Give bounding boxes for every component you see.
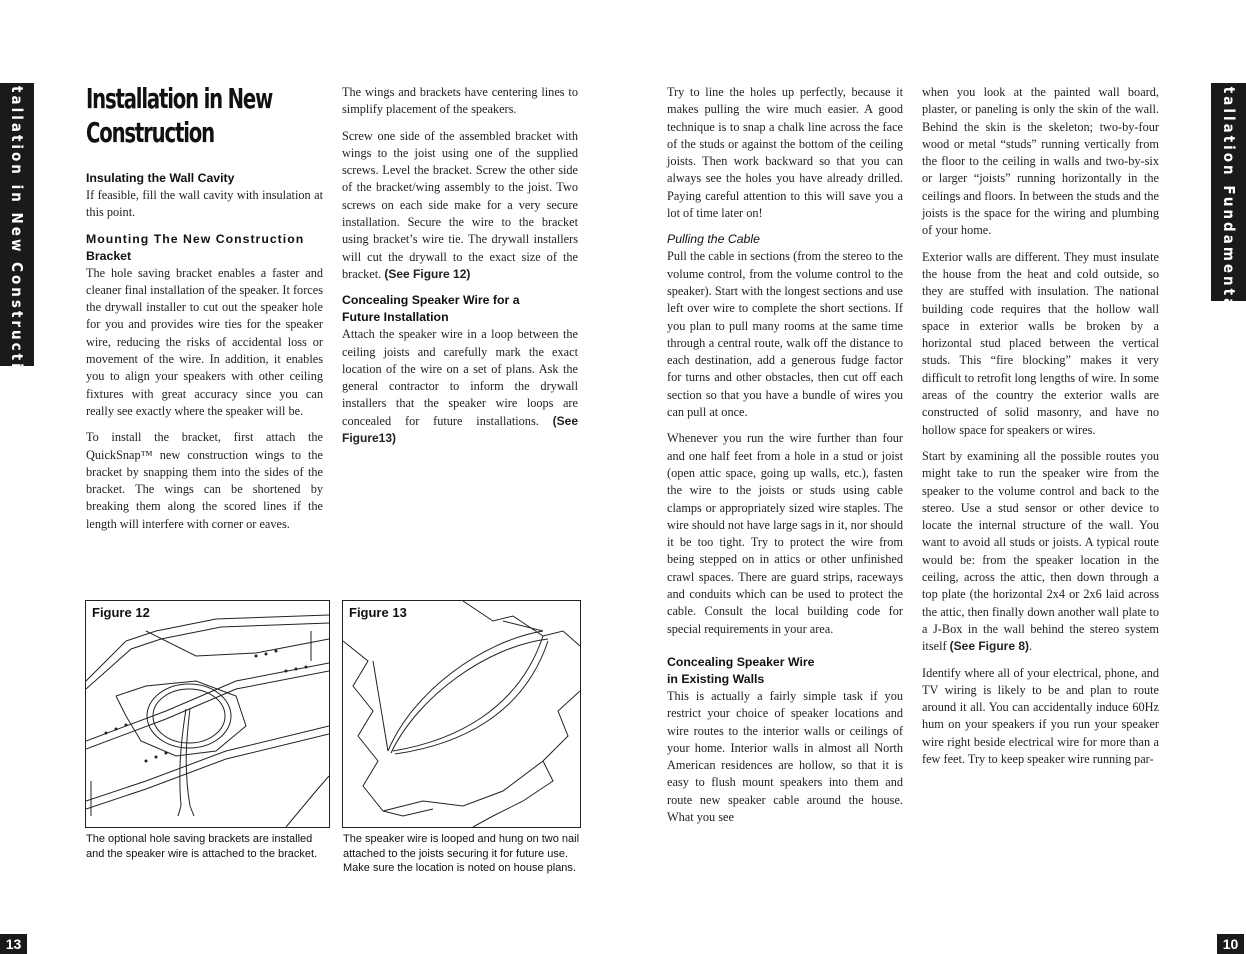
para-screw-text: Screw one side of the assembled bracket with wings to the joist using one of the supplied screws. Level the bracket. Screw the other side of the bracket/wing assembly to the joist. Two screws on each side make for a very secure installation. Secure the wire to the bracket using bracket’s wire tie. The drywall installers will cut the drywall to the exact size of the bracket. [342,128,578,281]
para-start: Start by examining all the possible routes you might take to run the speaker wire from the speaker to the volume control and back to the stereo. Use a stud sensor or other device to locate the internal structure of the wall. You want to avoid all studs or joists. A typical route would be: from the speaker location in the ceiling, across the attic, then down through a top plate (the horizontal 2x4 or 2x6 laid across the attic, then finally down another wall plate to a J-Box in the wall behind the stereo system itself (See Figure 8). [922,448,1159,654]
heading-concealing-line1: Concealing Speaker Wire for a [342,293,520,308]
para-screw [342,128,578,284]
para-existing: This is actually a fairly simple task if you restrict your choice of speaker locations and wire routes to the interior walls or ceilings of your home. Interior walls in almost all North American residences are hollow, so that it is easy to flush mount speakers into them and route new speaker cable around the house. What you see [667,688,903,824]
heading-existing-line2: in Existing Walls [667,671,765,686]
heading-mounting [86,231,323,265]
para-insulating: If feasible, fill the wall cavity with insulation at this point. [86,188,323,220]
figure-12-label: Figure 12 [92,605,150,620]
para-attach-text: Attach the speaker wire in a loop between the ceiling joists and carefully mark the exact location of the wire on a set of plans. Ask the general contractor to inform the drywall installers that the speaker wire loops are concealed for future installations. [342,327,578,428]
para-install-bracket: To install the bracket, first attach the QuickSnap™ new construction wings to the bracket by snapping them into the sides of the bracket. The wings can be shortened by breaking them along the scored lines if the length will interfere with corner or eaves. [86,430,323,531]
heading-pulling: Pulling the Cable [667,232,760,247]
para-attach [342,326,578,447]
page-title [86,82,281,150]
figure-13-illustration [343,601,580,827]
page-number-left: 13 [0,934,27,954]
heading-existing-line1: Concealing Speaker Wire [667,654,815,669]
heading-mounting-line1: Mounting The New Construction [86,231,305,246]
heading-existing-walls [667,654,903,688]
page-title-line2: Construction [86,116,214,149]
ref-figure-13: (See Figure13) [342,413,578,446]
side-tab-left [0,53,34,396]
para-identify: Identify where all of your electrical, phone, and TV wiring is likely to be and plan to route around it all. You can accidentally induce 60Hz hum on your speakers if you run your speaker wire right beside electrical wire for more than a few feet. Try to keep speaker wire running par- [922,665,1159,766]
heading-concealing-future [342,292,578,326]
side-tab-right-label: Installation Fundamentals [1219,55,1238,329]
column-1 [86,170,323,542]
heading-concealing-line2: Future Installation [342,310,449,325]
side-tab-left-label: Installation in New Construction [8,53,26,396]
heading-mounting-line2: Bracket [86,248,132,263]
figure-13 [342,600,581,828]
para-whenever: Whenever you run the wire further than four and one half feet from a hole in a stud or joist (open attic space, going up walls, etc.), fasten the wire to the joists or studs using cable clamps or appropriately sized wire staples. The wire should not have large sags in it, nor should it be too tight. Try to protect the wire from being stepped on in attics or other unfinished crawl spaces. There are guard strips, raceways and conduits which can be used to protect the cable. Consult the local building code for special requirements in your area. [667,431,903,636]
side-tab-right [1211,55,1246,329]
figure-13-label: Figure 13 [349,605,407,620]
column-2 [342,84,578,456]
figure-13-caption: The speaker wire is looped and hung on two nail attached to the joists securing it for future use. Make sure the location is noted on house plans. [343,833,580,874]
figure-12 [85,600,330,828]
para-exterior: Exterior walls are different. They must insulate the house from the heat and cold outside, so they are stuffed with insulation. The national building code requires that the hollow wall space in exterior walls be broken by a horizontal stud placed between the vertical studs. This “fire blocking” makes it very difficult to retrofit long lengths of wire. In some areas of the country the exterior walls are constructed of solid masonry, and have no hollow space for speakers or wires. [922,249,1159,437]
column-4 [922,84,1159,777]
column-3 [667,84,903,835]
ref-figure-8: (See Figure 8) [949,639,1030,654]
figure-12-illustration [86,601,329,827]
page-number-right: 10 [1217,934,1244,954]
figure-12-caption: The optional hole saving brackets are installed and the speaker wire is attached to the bracket. [86,833,318,860]
heading-insulating: Insulating the Wall Cavity [86,171,235,185]
ref-figure-12: (See Figure 12) [384,266,471,281]
page-title-line1: Installation in New [86,82,273,115]
para-line-up: Try to line the holes up perfectly, because it makes pulling the wire much easier. A good technique is to snap a chalk line across the face of the studs or against the bottom of the ceiling joists. Then work backward so that you can always see the holes you have already drilled. Paying careful attention to this will save you a lot of time later on! [667,85,903,221]
para-mounting: The hole saving bracket enables a faster and cleaner final installation of the speaker. It forces the drywall installer to cut out the speaker hole for you and provides wire ties for the speaker wire, reducing the risks of accidental loss or movement of the wire. In addition, it enables you to align your speakers with other ceiling fixtures with great accuracy since you can really see exactly where the speaker will be. [86,265,323,418]
para-wings: The wings and brackets have centering lines to simplify placement of the speakers. [342,85,578,117]
para-when-look: when you look at the painted wall board, plaster, or paneling is only the skin of the wall. Behind the skin is the skeleton; two-by-four wood or metal “studs” running vertically from the floor to the ceiling in walls and two-by-six or larger “joists” running horizontally in the ceilings and floors. In between the studs and the joists is the space for the wiring and plumbing of your home. [922,85,1159,238]
para-start-text: Start by examining all the possible routes you might take to run the speaker wire from the speaker to the volume control and back to the stereo. Use a stud sensor or other device to locate the internal structure of the wall. You want to avoid all studs or joists. A typical route would be: from the speaker location in the ceiling, across the attic, then down through a top plate (the horizontal 2x4 or 2x6 laid across the attic, then finally down another wall plate to a J-Box in the wall behind the stereo system itself [922,448,1159,654]
para-pulling: Pull the cable in sections (from the stereo to the volume control, from the volume control to the speaker). Start with the longest sections and use left over wire to complete the short sections. If you plan to pull many rooms at the same time through a central route, walk off the distance to each destination, add a generous fudge factor for turns and other obstacles, then cut off each section so that you have a bundle of wires you can pull at once. [667,249,903,420]
